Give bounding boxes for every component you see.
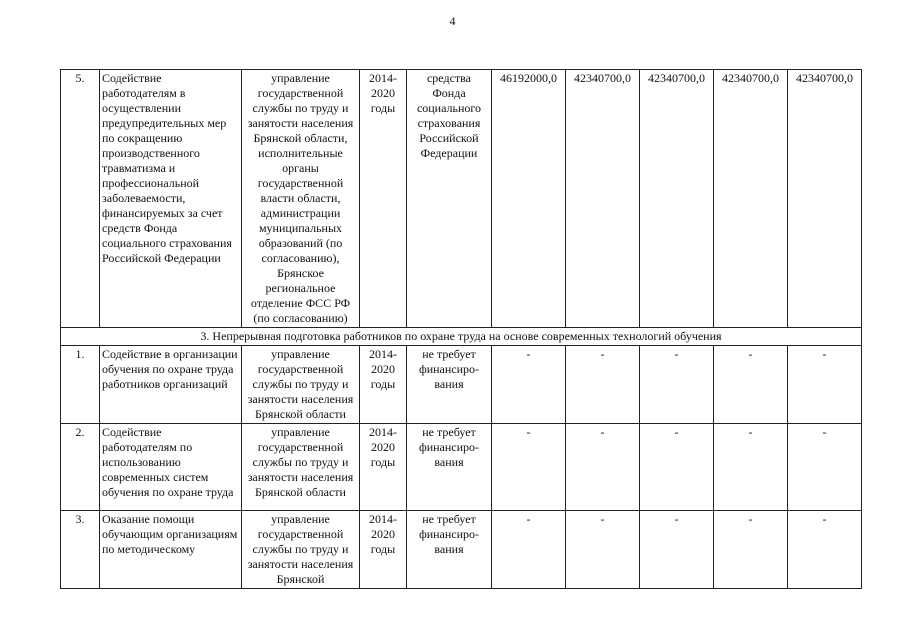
row-number: 5. — [61, 70, 100, 328]
table-row — [61, 424, 862, 511]
amount-cell: 46192000,0 — [492, 70, 566, 328]
period: 2014-2020 годы — [360, 511, 407, 589]
period: 2014-2020 годы — [360, 70, 407, 328]
amount-cell: - — [566, 346, 640, 424]
amount-cell: - — [492, 346, 566, 424]
amount-cell: 42340700,0 — [788, 70, 862, 328]
amount-cell: - — [788, 346, 862, 424]
measure-description: Оказание помощи обучающим организациям по методическому — [100, 511, 242, 589]
measure-description: Содействие работодателям в осуществлении предупредительных мер по сокращению производственного травматизма и профессиональной заболеваемости, финансируемых за счет средств Фонда социального страхования Российской Федерации — [100, 70, 242, 328]
page-number: 4 — [449, 14, 456, 28]
amount-cell: - — [640, 346, 714, 424]
measure-description: Содействие в организации обучения по охране труда работников организаций — [100, 346, 242, 424]
amount-cell: 42340700,0 — [714, 70, 788, 328]
amount-cell: - — [714, 346, 788, 424]
funding-source: не требует финансиро-вания — [407, 511, 492, 589]
executor: управление государственной службы по труду и занятости населения Брянской — [242, 511, 360, 589]
measure-description: Содействие работодателям по использованию современных систем обучения по охране труда — [100, 424, 242, 511]
period: 2014-2020 годы — [360, 424, 407, 511]
row-number: 1. — [61, 346, 100, 424]
amount-cell: - — [640, 424, 714, 511]
amount-cell: - — [714, 511, 788, 589]
row-number: 2. — [61, 424, 100, 511]
amount-cell: - — [492, 424, 566, 511]
section-title: 3. Непрерывная подготовка работников по охране труда на основе современных технологий обучения — [61, 328, 862, 346]
amount-cell: - — [714, 424, 788, 511]
table-row — [61, 511, 862, 589]
amount-cell: - — [788, 424, 862, 511]
executor: управление государственной службы по труду и занятости населения Брянской области — [242, 346, 360, 424]
funding-source: не требует финансиро-вания — [407, 346, 492, 424]
amount-cell: - — [640, 511, 714, 589]
period: 2014-2020 годы — [360, 346, 407, 424]
amount-cell: 42340700,0 — [566, 70, 640, 328]
table-row — [61, 346, 862, 424]
executor: управление государственной службы по труду и занятости населения Брянской области — [242, 424, 360, 511]
table-row — [61, 70, 862, 328]
executor: управление государственной службы по труду и занятости населения Брянской области, исполнительные органы государственной власти области, администрации муниципальных образований (по согласованию), Брянское региональное отделение ФСС РФ (по согласованию) — [242, 70, 360, 328]
row-number: 3. — [61, 511, 100, 589]
funding-source: средства Фонда социального страхования Российской Федерации — [407, 70, 492, 328]
program-table — [60, 69, 862, 589]
amount-cell: - — [788, 511, 862, 589]
section-row — [61, 328, 862, 346]
amount-cell: - — [566, 511, 640, 589]
amount-cell: - — [492, 511, 566, 589]
amount-cell: - — [566, 424, 640, 511]
funding-source: не требует финансиро-вания — [407, 424, 492, 511]
amount-cell: 42340700,0 — [640, 70, 714, 328]
